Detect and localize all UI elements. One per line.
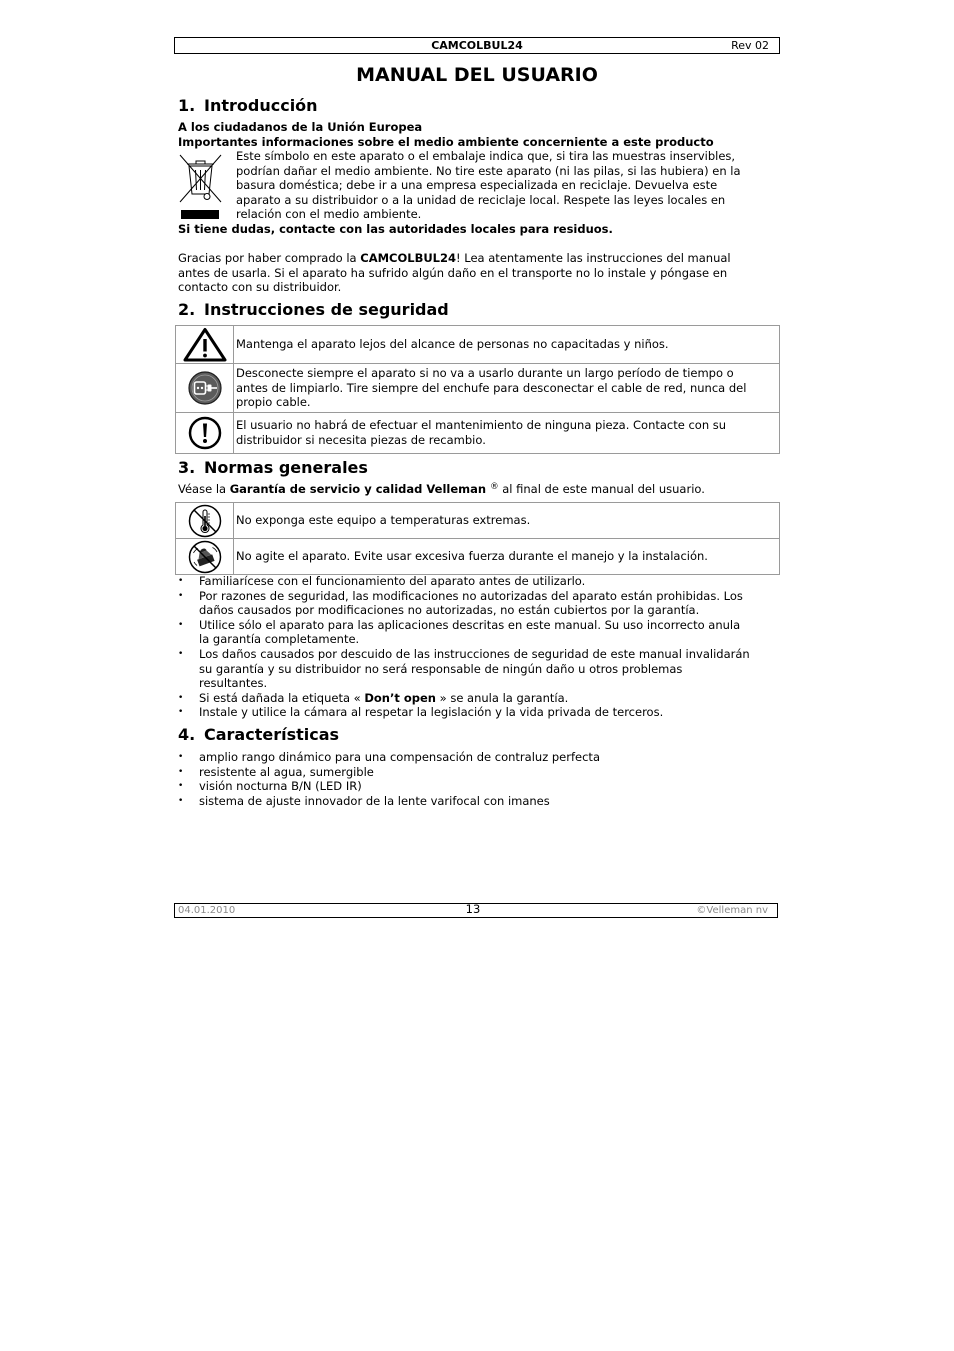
section-number: 3. — [178, 458, 196, 477]
bullet: • — [178, 766, 184, 777]
safety-instruction: El usuario no habrá de efectuar el mantenimiento de ninguna pieza. Contacte con su distribuidor si necesita piezas de recambio. — [236, 418, 727, 447]
table-row — [176, 413, 780, 454]
list-item-text: Utilice sólo el aparato para las aplicaciones descritas en este manual. Su uso incorrecto anula la garantía completamente. — [199, 617, 741, 647]
footer-date: 04.01.2010 — [178, 905, 236, 916]
features-list — [178, 750, 600, 808]
section-heading-normas — [178, 458, 368, 478]
warranty-text: Véase la — [178, 482, 230, 496]
section-heading-caracteristicas — [178, 725, 339, 745]
exclamation-circle-icon — [188, 416, 222, 450]
text-cell — [234, 539, 780, 574]
list-item — [178, 705, 750, 720]
general-rules-list — [178, 574, 750, 720]
feature-text: sistema de ajuste innovador de la lente varifocal con imanes — [199, 793, 550, 808]
recycling-doubts-note: Si tiene dudas, contacte con las autoridades locales para residuos. — [178, 222, 613, 236]
section-number: 1. — [178, 96, 196, 115]
warranty-name: Garantía de servicio y calidad Velleman — [229, 482, 491, 496]
icon-cell — [176, 503, 234, 538]
list-item — [178, 765, 600, 780]
list-item — [178, 574, 750, 589]
safety-instruction: Mantenga el aparato lejos del alcance de personas no capacitadas y niños. — [236, 337, 669, 352]
eu-heading: A los ciudadanos de la Unión Europea — [178, 120, 423, 134]
table-row — [176, 539, 780, 575]
list-item-text: Familiarícese con el funcionamiento del aparato antes de utilizarlo. — [199, 574, 586, 588]
thanks-text: Gracias por haber comprado la — [178, 251, 361, 265]
section-title: Normas generales — [204, 458, 368, 477]
bullet: • — [178, 707, 184, 718]
icon-cell — [176, 364, 234, 412]
page-title: MANUAL DEL USUARIO — [356, 64, 598, 86]
text-cell — [234, 503, 780, 538]
icon-cell — [176, 539, 234, 574]
list-item — [178, 794, 600, 809]
section-number: 2. — [178, 300, 196, 319]
list-item — [178, 750, 600, 765]
environment-heading: Importantes informaciones sobre el medio ambiente concerniente a este producto — [178, 134, 714, 149]
list-item — [178, 779, 600, 794]
bullet: • — [178, 590, 184, 601]
page-number: 13 — [465, 902, 481, 916]
table-row — [176, 364, 780, 413]
feature-text: resistente al agua, sumergible — [199, 764, 374, 779]
environment-text: Este símbolo en este aparato o el embalaje indica que, si tira las muestras inservibles, podrían dañar el medio ambiente. No tire este aparato (ni las pilas, si las hubiera) en la basura doméstica; debe ir a una empresa especializada en reciclaje. Devuelva este aparato a su distribuidor o a la unidad de reciclaje local. Respete las leyes locales en relación con el medio ambiente. — [236, 149, 741, 222]
table-row — [176, 326, 780, 364]
thanks-text: ! Lea atentamente las instrucciones del manual antes de usarla. Si el aparato ha sufrido algún daño en el transporte no lo instale y póngase en contacto con su distribuidor. — [178, 251, 731, 295]
footer-copyright: ©Velleman nv — [696, 905, 768, 916]
no-extreme-temperature-icon — [188, 504, 222, 538]
general-rules-table — [175, 502, 780, 575]
bullet: • — [178, 781, 184, 792]
safety-instruction: Desconecte siempre el aparato si no va a usarlo durante un largo período de tiempo o antes de limpiarlo. Tire siempre del enchufe para desconectar el cable de red, nunca del propio cable. — [236, 366, 747, 410]
weee-crossed-bin-icon — [177, 152, 223, 222]
text-cell — [234, 364, 780, 412]
bullet: • — [178, 576, 184, 586]
bullet: • — [178, 619, 184, 630]
eu-notice-headings — [178, 120, 714, 149]
section-heading-introduccion — [178, 96, 318, 116]
product-code: CAMCOLBUL24 — [431, 39, 523, 52]
registered-mark: ® — [490, 482, 499, 492]
section-title: Introducción — [204, 96, 318, 115]
bullet: • — [178, 692, 184, 703]
thanks-paragraph — [178, 251, 731, 295]
bullet: • — [178, 752, 184, 762]
table-row — [176, 503, 780, 539]
list-item-text: Por razones de seguridad, las modificaciones no autorizadas del aparato están prohibidas. Los daños causados por modificaciones no autorizadas, no están cubiertos por la garantía. — [199, 588, 743, 618]
section-heading-seguridad — [178, 300, 449, 320]
warranty-reference — [178, 482, 705, 499]
no-shaking-icon — [188, 540, 222, 574]
section-number: 4. — [178, 725, 196, 744]
warranty-text: al final de este manual del usuario. — [498, 482, 705, 496]
general-rule: No exponga este equipo a temperaturas extremas. — [236, 513, 531, 528]
list-item-text: » se anula la garantía. — [435, 690, 569, 705]
list-item — [178, 618, 750, 647]
list-item-text: Los daños causados por descuido de las instrucciones de seguridad de este manual invalidarán su garantía y su distribuidor no será responsable de ningún daño u otros problemas resultantes. — [199, 646, 750, 691]
icon-cell — [176, 413, 234, 453]
list-item — [178, 691, 750, 706]
thanks-product-name: CAMCOLBUL24 — [360, 251, 457, 265]
list-item-text: Si está dañada la etiqueta « — [199, 690, 365, 705]
bullet: • — [178, 648, 184, 659]
feature-text: visión nocturna B/N (LED IR) — [199, 779, 362, 794]
page-footer — [174, 903, 778, 918]
section-title: Instrucciones de seguridad — [204, 300, 449, 319]
safety-table — [175, 325, 780, 454]
revision-label: Rev 02 — [731, 39, 769, 52]
text-cell — [234, 326, 780, 363]
icon-cell — [176, 326, 234, 363]
list-item-text: Instale y utilice la cámara al respetar la legislación y la vida privada de terceros. — [199, 705, 664, 720]
bullet: • — [178, 795, 184, 806]
section-title: Características — [204, 725, 340, 744]
warning-triangle-icon — [182, 327, 228, 363]
list-item — [178, 647, 750, 691]
list-item — [178, 589, 750, 618]
unplug-icon — [188, 371, 222, 405]
seal-label: Don’t open — [364, 690, 436, 705]
page-header — [174, 37, 780, 54]
text-cell — [234, 413, 780, 453]
feature-text: amplio rango dinámico para una compensación de contraluz perfecta — [199, 750, 600, 764]
general-rule: No agite el aparato. Evite usar excesiva fuerza durante el manejo y la instalación. — [236, 549, 708, 564]
